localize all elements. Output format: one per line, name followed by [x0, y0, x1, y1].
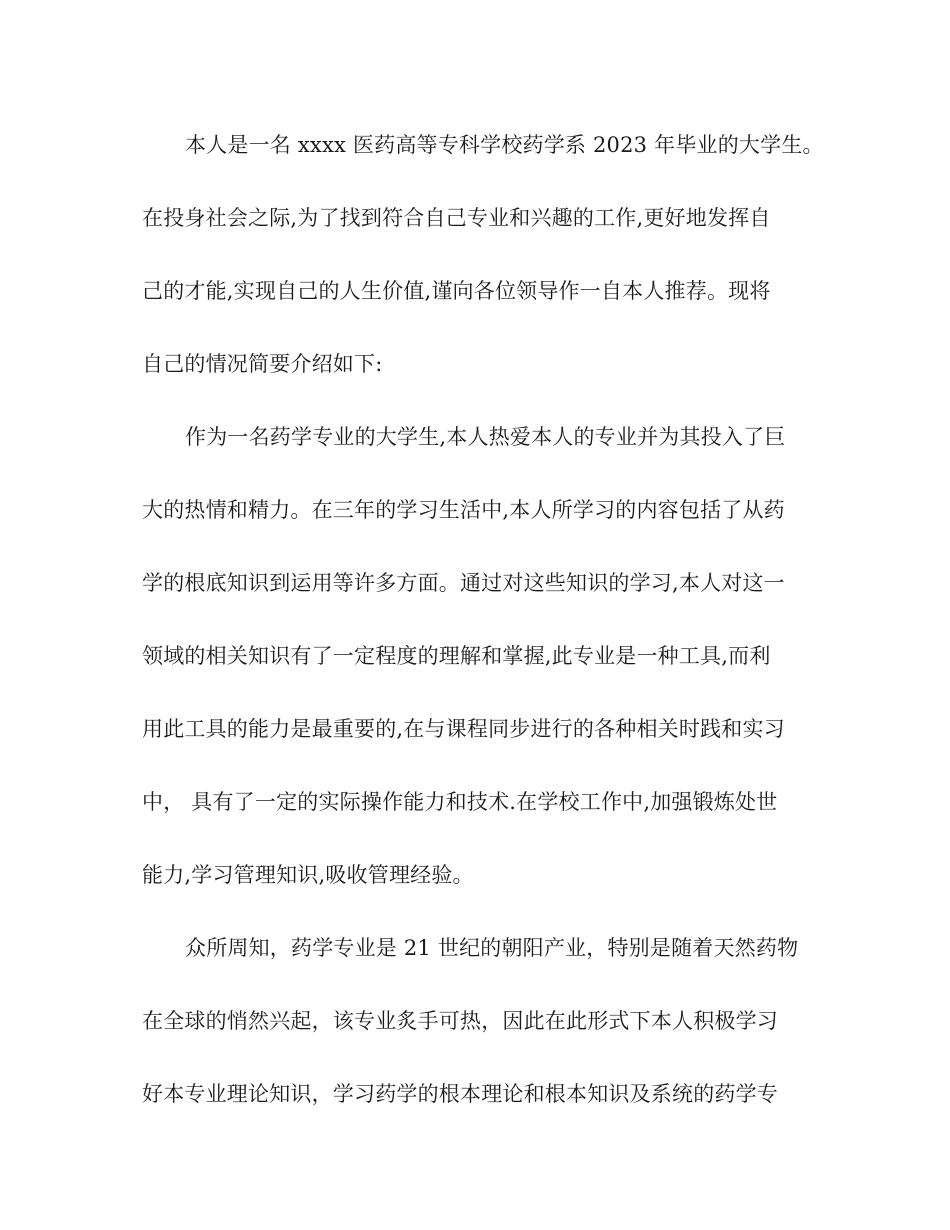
text-line: 本人是一名 xxxx 医药高等专科学校药学系 2023 年毕业的大学生。	[185, 133, 824, 157]
text-line: 自己的情况简要介绍如下:	[142, 352, 383, 376]
text-line: 用此工具的能力是最重要的,在与课程同步进行的各种相关时践和实习	[142, 717, 785, 741]
text-line: 领域的相关知识有了一定程度的理解和掌握,此专业是一种工具,而利	[142, 644, 771, 668]
text-line: 在投身社会之际,为了找到符合自己专业和兴趣的工作,更好地发挥自	[142, 206, 771, 230]
text-line: 好本专业理论知识，学习药学的根本理论和根本知识及系统的药学专	[142, 1082, 778, 1106]
text-line: 大的热情和精力。在三年的学习生活中,本人所学习的内容包括了从药	[142, 498, 785, 522]
text-line: 众所周知，药学专业是 21 世纪的朝阳产业，特别是随着天然药物	[185, 936, 799, 960]
text-line: 学的根底知识到运用等许多方面。通过对这些知识的学习,本人对这一	[142, 571, 785, 595]
text-line: 中， 具有了一定的实际操作能力和技术.在学校工作中,加强锻炼处世	[142, 790, 778, 814]
text-line: 作为一名药学专业的大学生,本人热爱本人的专业并为其投入了巨	[185, 425, 786, 449]
text-line: 能力,学习管理知识,吸收管理经验。	[142, 863, 474, 887]
text-line: 在全球的悄然兴起，该专业炙手可热，因此在此形式下本人积极学习	[142, 1009, 778, 1033]
text-line: 己的才能,实现自己的人生价值,谨向各位领导作一自本人推荐。现将	[142, 279, 771, 303]
